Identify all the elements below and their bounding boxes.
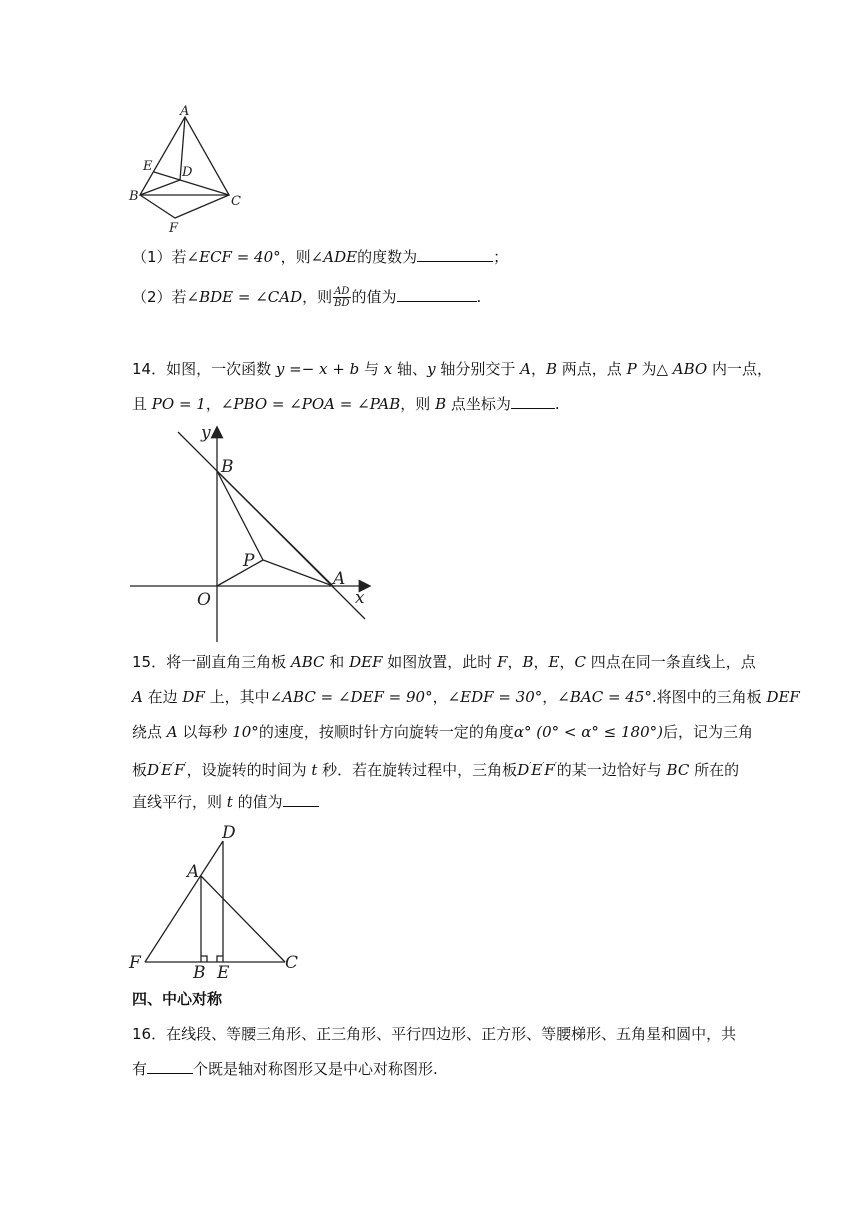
fig2-label-b: B <box>221 457 234 477</box>
section-title: 四、中心对称 <box>132 990 223 1008</box>
q16-line2: 有 个既是轴对称图形又是中心对称图形. <box>132 1060 438 1078</box>
q15-line4: 板D′E′F′，设旋转的时间为 t 秒．若在旋转过程中，三角板D′E′F′的某一边恰好与 BC 所在的 <box>132 761 740 779</box>
figure-coordinate-plane <box>125 420 385 645</box>
fig2-label-y: y <box>201 423 211 443</box>
fig2-label-a: A <box>333 569 346 589</box>
q14-line1: 14．如图，一次函数 y =− x + b 与 x 轴、y 轴分别交于 A，B 两点，点 P 为△ ABO 内一点， <box>132 360 773 378</box>
fig1-label-d: D <box>182 165 193 180</box>
fig3-label-f: F <box>129 953 141 973</box>
fig1-bfc <box>140 195 229 218</box>
answer-blank[interactable] <box>511 394 555 409</box>
answer-blank[interactable] <box>397 287 477 302</box>
fig2-triangle-bpa <box>217 471 333 586</box>
fig2-label-p: P <box>243 551 255 571</box>
figure-quadrilateral <box>125 105 255 240</box>
answer-blank[interactable] <box>283 792 319 807</box>
q13-part2: （2）若∠BDE = ∠CAD，则 $\frac{AD}{BD}$ 的值为 . <box>132 286 482 309</box>
fig3-label-e: E <box>217 963 230 983</box>
fig2-po <box>217 560 263 586</box>
q15-line1: 15．将一副直角三角板 ABC 和 DEF 如图放置，此时 F，B，E，C 四点在同一条直线上，点 <box>132 653 756 671</box>
fig3-label-a: A <box>187 862 200 882</box>
ratio-fraction: $\frac{AD}{BD}$ <box>334 286 350 309</box>
fig1-ed <box>154 172 180 180</box>
fig1-label-b: B <box>129 189 139 204</box>
fig3-fd <box>145 841 223 962</box>
q16-line1: 16．在线段、等腰三角形、正三角形、平行四边形、正方形、等腰梯形、五角星和圆中，共 <box>132 1025 737 1043</box>
fig1-label-a: A <box>180 104 190 119</box>
fig2-label-x: x <box>355 588 365 608</box>
q15-line5: 直线平行，则 t 的值为 <box>132 791 319 813</box>
fig3-label-d: D <box>222 823 236 843</box>
fig3-label-c: C <box>285 953 299 973</box>
fig1-label-e: E <box>143 159 153 174</box>
fig1-bd <box>140 180 180 195</box>
q15-line3: 绕点 A 以每秒 10°的速度，按顺时针方向旋转一定的角度α° (0° < α° ≤ 180°)后，记为三角 <box>132 723 753 741</box>
fig3-right-angle-b <box>201 956 207 962</box>
answer-blank[interactable] <box>147 1059 193 1074</box>
figure-triangle-rulers <box>125 820 310 983</box>
q13-part1: （1）若∠ECF = 40°，则∠ADE的度数为 ； <box>132 248 509 266</box>
fig3-label-b: B <box>193 963 206 983</box>
q15-line2: A 在边 DF 上，其中∠ABC = ∠DEF = 90°，∠EDF = 30°，∠BAC = 45°.将图中的三角板 DEF <box>132 688 800 706</box>
fig1-label-c: C <box>231 194 241 209</box>
fig2-label-o: O <box>197 590 211 610</box>
fig1-label-f: F <box>169 221 179 236</box>
answer-blank[interactable] <box>417 247 493 262</box>
fig3-right-angle-e <box>217 956 223 962</box>
fig3-ac <box>201 876 285 962</box>
q14-line2: 且 PO = 1，∠PBO = ∠POA = ∠PAB，则 B 点坐标为 . <box>132 395 560 413</box>
